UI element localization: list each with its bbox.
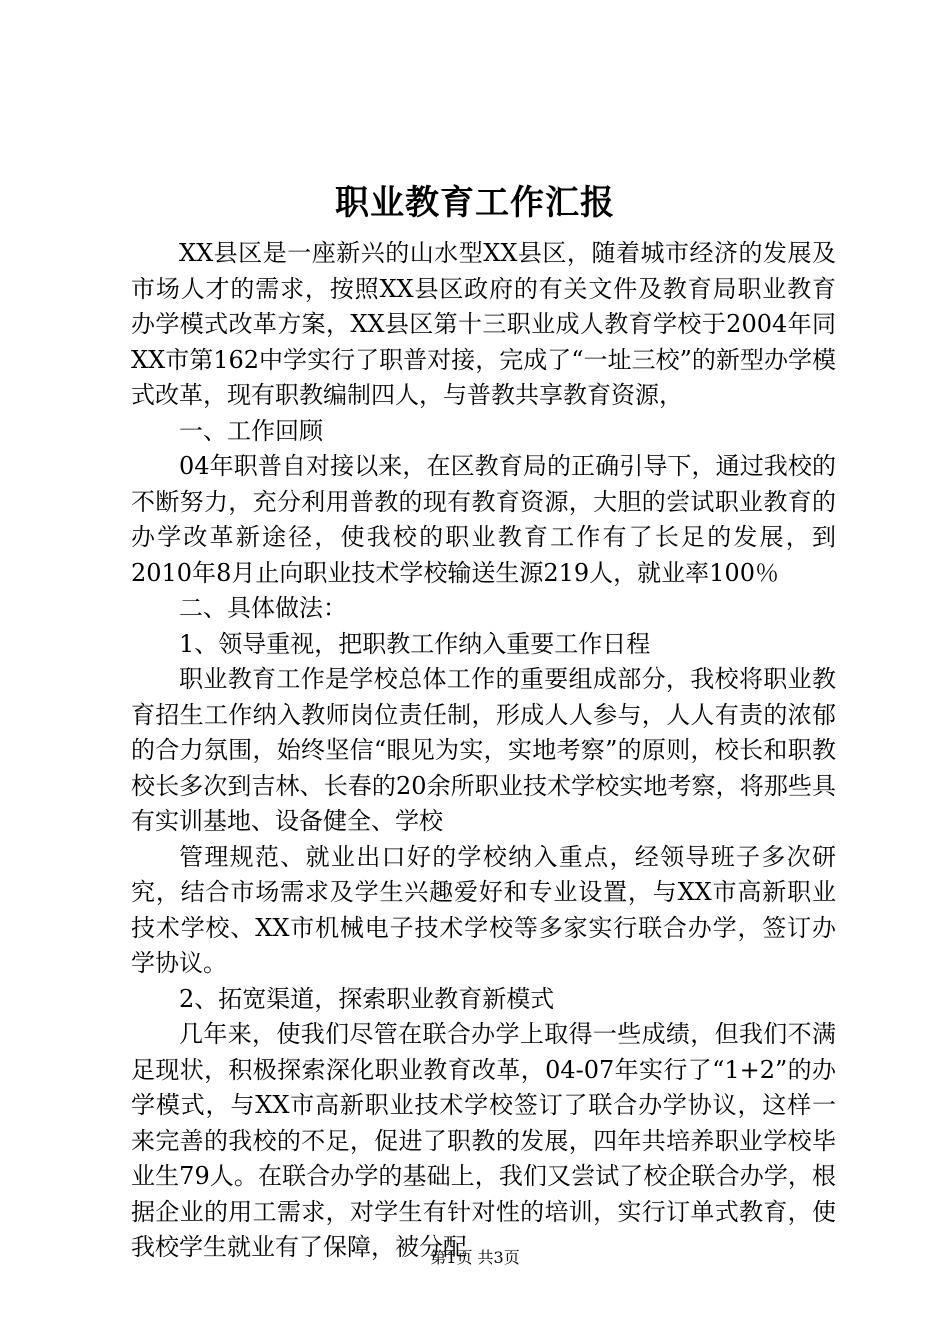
paragraph-channels: 几年来，使我们尽管在联合办学上取得一些成绩，但我们不满足现状，积极探索深化职业教育改革，04-07年实行了“1+2”的办学模式，与XX市高新职业技术学校签订了联合办学协议，这样一来完善的我校的不足，促进了职教的发展，四年共培养职业学校毕业生79人。在联合办学的基础上，我们又尝试了校企联合办学，根据企业的用工需求，对学生有针对性的培训，实行订单式教育，使我校学生就业有了保障，被分配 [131, 1020, 836, 1261]
subheading-leadership: 1、领导重视，把职教工作纳入重要工作日程 [179, 629, 651, 658]
document-body [131, 236, 836, 1266]
page-footer: 第1页 共3页 [430, 1248, 520, 1267]
paragraph-intro: XX县区是一座新兴的山水型XX县区，随着城市经济的发展及市场人才的需求，按照XX县区政府的有关文件及教育局职业教育办学模式改革方案，XX县区第十三职业成人教育学校于2004年同XX市第162中学实行了职普对接，完成了“一址三校”的新型办学模式改革，现有职教编制四人，与普教共享教育资源， [131, 239, 836, 409]
subheading-channels: 2、拓宽渠道，探索职业教育新模式 [179, 984, 555, 1013]
paragraph-management: 管理规范、就业出口好的学校纳入重点，经领导班子多次研究，结合市场需求及学生兴趣爱好和专业设置，与XX市高新职业技术学校、XX市机械电子技术学校等多家实行联合办学，签订办学协议。 [131, 842, 836, 977]
section-heading-methods: 二、具体做法： [179, 594, 347, 622]
paragraph-review: 04年职普自对接以来，在区教育局的正确引导下，通过我校的不断努力，充分利用普教的现有教育资源，大胆的尝试职业教育的办学改革新途径，使我校的职业教育工作有了长足的发展，到2010年8月止向职业技术学校输送生源219人，就业率100％ [131, 452, 836, 587]
paragraph-leadership: 职业教育工作是学校总体工作的重要组成部分，我校将职业教育招生工作纳入教师岗位责任制，形成人人参与，人人有责的浓郁的合力氛围，始终坚信“眼见为实，实地考察”的原则，校长和职教校长多次到吉林、长春的20余所职业技术学校实地考察，将那些具有实训基地、设备健全、学校 [131, 665, 836, 835]
document-title: 职业教育工作汇报 [335, 183, 615, 223]
section-heading-review: 一、工作回顾 [179, 416, 323, 445]
